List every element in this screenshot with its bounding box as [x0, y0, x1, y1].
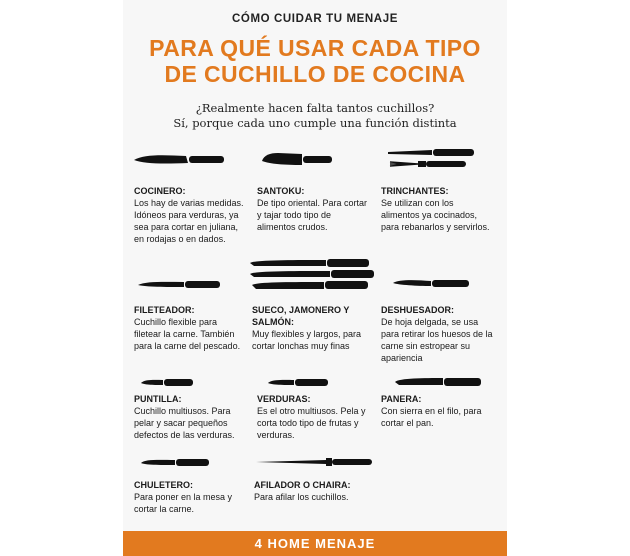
kicker: CÓMO CUIDAR TU MENAJE — [232, 13, 398, 25]
paring-knife-icon — [141, 378, 193, 387]
knife-description: Se utilizan con los alimentos ya cocinados, para rebanarlos y servirlos. — [381, 198, 490, 232]
brand-footer: 4 HOME MENAJE — [123, 531, 507, 556]
knife-description: Es el otro multiusos. Pela y corta todo tipo de frutas y verduras. — [257, 406, 366, 440]
knife-label: CHULETERO: — [134, 480, 193, 490]
page-title — [123, 35, 507, 87]
subtitle-line-2: Sí, porque cada uno cumple una función distinta — [173, 116, 457, 130]
knife-item-afilador — [254, 479, 374, 503]
boning-knife-icon — [393, 278, 469, 288]
knife-label: PUNTILLA: — [134, 394, 182, 404]
title-line-2: DE CUCHILLO DE COCINA — [164, 61, 466, 87]
knife-item-fileteador — [134, 304, 246, 352]
knife-label: SANTOKU: — [257, 186, 305, 196]
knife-label: FILETEADOR: — [134, 305, 195, 315]
knife-item-puntilla — [134, 393, 246, 441]
sharpening-steel-icon — [256, 457, 372, 467]
knife-item-cocinero — [134, 185, 246, 245]
knife-label: TRINCHANTES: — [381, 186, 449, 196]
steak-knife-icon — [141, 458, 209, 467]
carving-set-icon — [388, 148, 474, 172]
fillet-knife-icon — [138, 279, 220, 289]
knife-label: PANERA: — [381, 394, 422, 404]
vegetable-knife-icon — [268, 378, 328, 387]
knife-label: VERDURAS: — [257, 394, 311, 404]
bread-knife-icon — [395, 376, 481, 387]
knife-label: SUECO, JAMONERO Y SALMÓN: — [252, 305, 350, 327]
knife-item-panera — [381, 393, 493, 429]
knife-label: AFILADOR O CHAIRA: — [254, 480, 351, 490]
knife-item-chuletero — [134, 479, 246, 515]
knife-description: De tipo oriental. Para cortar y tajar todo tipo de alimentos crudos. — [257, 198, 368, 232]
knife-label: DESHUESADOR: — [381, 305, 455, 315]
santoku-knife-icon — [262, 151, 332, 169]
subtitle — [123, 101, 507, 131]
knife-item-verduras — [257, 393, 369, 441]
knife-item-sueco — [252, 304, 372, 352]
knife-description: Muy flexibles y largos, para cortar lonchas muy finas — [252, 329, 362, 351]
chef-knife-icon — [134, 152, 224, 166]
knife-description: Con sierra en el filo, para cortar el pan. — [381, 406, 482, 428]
knife-item-deshuesador — [381, 304, 493, 364]
knife-label: COCINERO: — [134, 186, 186, 196]
ham-knives-icon — [250, 258, 374, 290]
knife-description: Cuchillo flexible para filetear la carne. También para la carne del pescado. — [134, 317, 241, 351]
knife-description: Cuchillo multiusos. Para pelar y sacar pequeños defectos de las verduras. — [134, 406, 235, 440]
knife-description: Para poner en la mesa y cortar la carne. — [134, 492, 233, 514]
knife-item-santoku — [257, 185, 369, 233]
knife-description: Los hay de varias medidas. Idóneos para verduras, ya sea para cortar en juliana, en rodajas o en dados. — [134, 198, 244, 244]
subtitle-line-1: ¿Realmente hacen falta tantos cuchillos? — [195, 101, 435, 115]
title-line-1: PARA QUÉ USAR CADA TIPO — [149, 35, 481, 61]
knife-item-trinchantes — [381, 185, 493, 233]
knife-description: De hoja delgada, se usa para retirar los huesos de la carne sin estropear su apariencia — [381, 317, 493, 363]
knife-description: Para afilar los cuchillos. — [254, 492, 349, 502]
